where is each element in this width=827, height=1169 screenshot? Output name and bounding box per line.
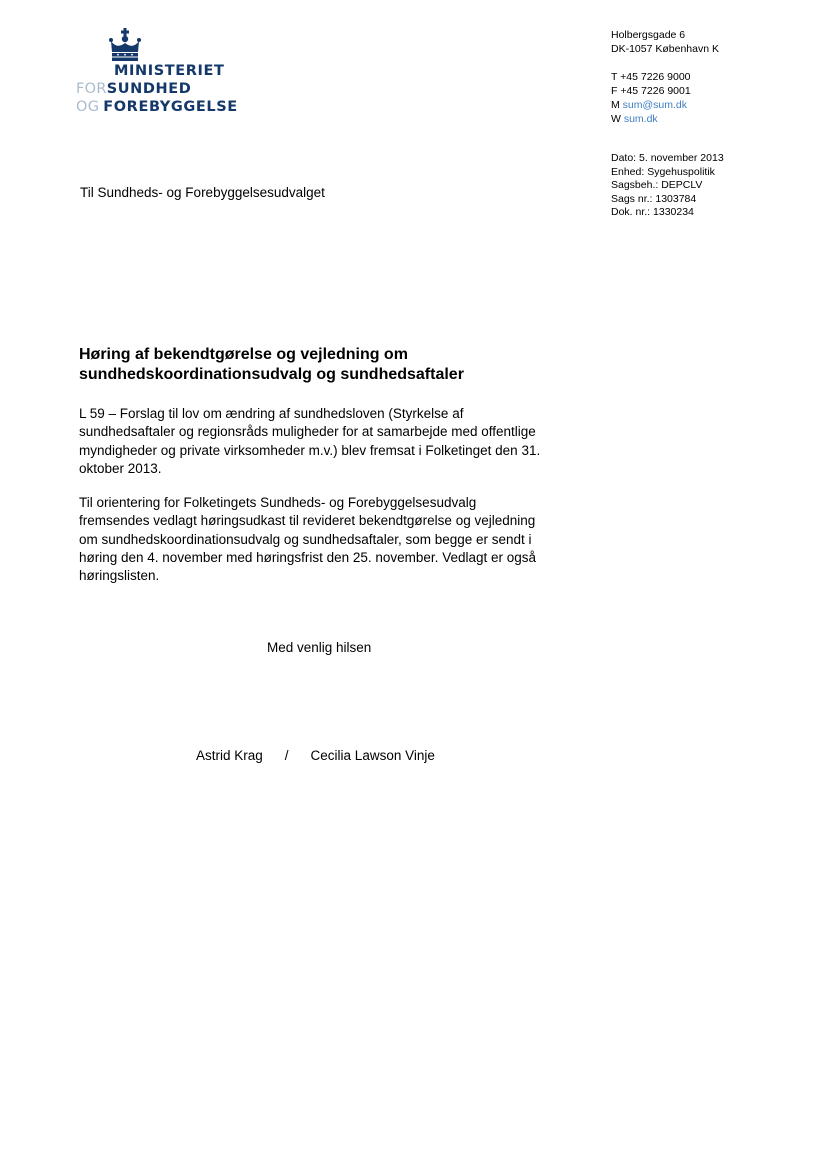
paragraph-line: sundhedsaftaler og regionsråds muligheder for at samarbejde med offentlige [79,424,536,440]
closing-greeting: Med venlig hilsen [267,640,372,655]
paragraph-line: Til orientering for Folketingets Sundheds- og Forebyggelsesudvalg [79,495,477,510]
logo-word-ministeriet: MINISTERIET [114,63,225,79]
signatory-1: Astrid Krag [196,748,263,763]
case-handler: Sagsbeh.: DEPCLV [611,179,703,191]
case-number: Sags nr.: 1303784 [611,192,697,205]
contact-spacer [611,56,719,70]
paragraph-line: om sundhedskoordinationsudvalg og sundhedsaftaler, som begge er sendt i [79,531,532,547]
address-line-2: DK-1057 København K [611,43,719,55]
phone: T +45 7226 9000 [611,71,691,83]
mail-row [611,98,719,112]
paragraph-line: fremsendes vedlagt høringsudkast til revideret bekendtgørelse og vejledning [79,513,536,529]
ministry-logo [76,28,256,118]
logo-word-for: FOR [76,81,107,97]
logo-word-sundhed: SUNDHED [106,81,192,97]
web-prefix: W [611,113,621,125]
logo-word-forebyggelse: FOREBYGGELSE [103,99,238,115]
document-number: Dok. nr.: 1330234 [611,206,694,218]
logo-word-og: OG [76,99,100,115]
mail-prefix: M [611,99,620,111]
signatory-2: Cecilia Lawson Vinje [310,748,435,763]
crown-icon [107,28,143,62]
date: Dato: 5. november 2013 [611,152,724,164]
subject-heading [79,345,579,385]
recipient: Til Sundheds- og Forebyggelsesudvalget [80,185,325,200]
subject-line: Høring af bekendtgørelse og vejledning om [79,346,408,363]
web-row [611,112,719,126]
address-line-1: Holbergsgade 6 [611,29,686,41]
paragraph-line: L 59 – Forslag til lov om ændring af sundhedsloven (Styrkelse af [79,406,464,421]
unit: Enhed: Sygehuspolitik [611,165,715,178]
paragraph-line: myndigheder og private virksomheder m.v.) blev fremsat i Folketinget den 31. [79,442,541,458]
paragraph-line: oktober 2013. [79,460,162,476]
body-paragraph-1 [79,405,564,478]
email-link[interactable]: sum@sum.dk [622,99,688,111]
fax: F +45 7226 9001 [611,85,691,97]
logo-text-line-3 [76,99,238,115]
contact-block [611,28,719,126]
logo-text-line-2 [76,81,191,97]
paragraph-line: høring den 4. november med høringsfrist den 25. november. Vedlagt er også [79,549,537,565]
signatures [196,748,435,763]
body-paragraph-2 [79,494,564,585]
paragraph-line: høringslisten. [79,568,160,584]
signature-separator: / [284,748,289,763]
subject-line: sundhedskoordinationsudvalg og sundhedsaftaler [79,366,464,383]
website-link[interactable]: sum.dk [623,113,658,125]
case-meta-block [611,152,724,220]
logo-text-line-1 [114,63,225,79]
